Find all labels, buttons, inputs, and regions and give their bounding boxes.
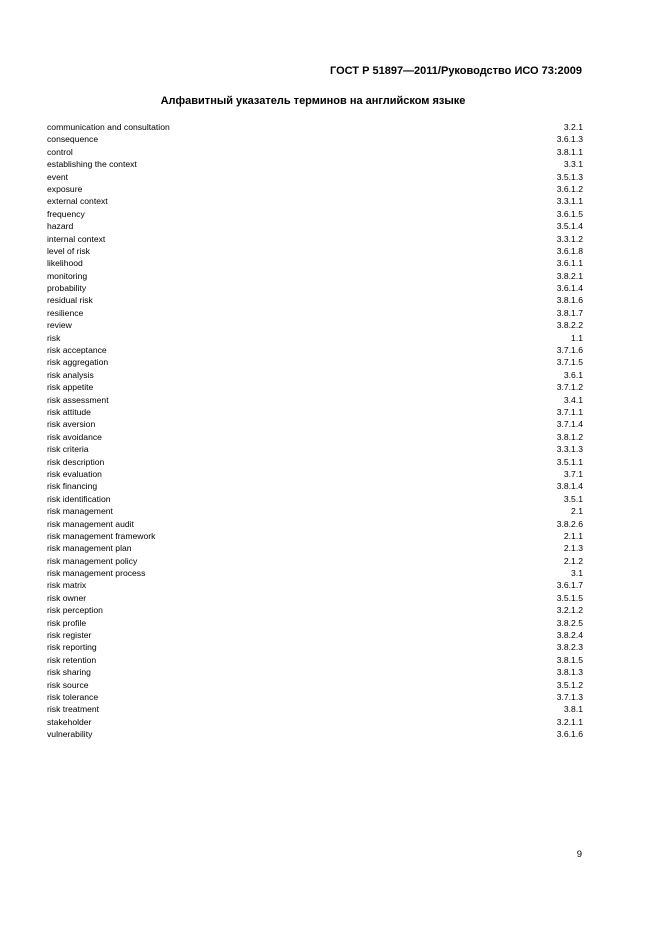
index-term: risk register (47, 630, 92, 641)
index-term: risk management plan (47, 543, 132, 554)
index-reference: 2.1 (571, 506, 583, 517)
index-reference: 3.6.1.1 (556, 258, 583, 269)
index-term: risk matrix (47, 580, 87, 591)
index-entry (47, 220, 583, 232)
index-term: risk retention (47, 654, 97, 665)
index-reference: 2.1.1 (563, 530, 583, 541)
index-term: control (47, 146, 73, 157)
index-reference: 3.8.1.6 (556, 295, 583, 306)
index-reference: 3.8.2.6 (556, 518, 583, 529)
index-entry (47, 171, 583, 183)
term-index-list (47, 121, 583, 741)
index-reference: 3.6.1.8 (556, 245, 583, 256)
index-reference: 3.7.1.6 (556, 345, 583, 356)
index-term: frequency (47, 208, 85, 219)
index-title: Алфавитный указатель терминов на английском языке (160, 95, 466, 107)
index-term: risk management framework (47, 530, 156, 541)
index-term: review (47, 320, 72, 331)
index-term: risk management policy (47, 555, 138, 566)
index-reference: 3.3.1 (563, 159, 583, 170)
index-reference: 3.6.1.7 (556, 580, 583, 591)
index-term: risk identification (47, 493, 111, 504)
index-entry (47, 629, 583, 641)
index-term: risk management (47, 506, 113, 517)
index-reference: 3.5.1 (563, 493, 583, 504)
index-term: risk (47, 332, 61, 343)
index-entry (47, 282, 583, 294)
index-entry (47, 245, 583, 257)
index-reference: 3.8.2.4 (556, 630, 583, 641)
index-reference: 3.5.1.1 (556, 456, 583, 467)
index-term: risk acceptance (47, 345, 107, 356)
index-entry (47, 468, 583, 480)
index-term: risk financing (47, 481, 98, 492)
index-reference: 3.6.1.2 (556, 183, 583, 194)
index-entry (47, 579, 583, 591)
index-reference: 3.6.1.6 (556, 729, 583, 740)
index-entry (47, 567, 583, 579)
index-reference: 3.3.1.2 (556, 233, 583, 244)
index-term: external context (47, 196, 108, 207)
index-term: risk aversion (47, 419, 96, 430)
index-entry (47, 666, 583, 678)
index-term: resilience (47, 307, 84, 318)
index-reference: 3.8.1.3 (556, 667, 583, 678)
index-entry (47, 493, 583, 505)
index-entry (47, 530, 583, 542)
index-entry (47, 257, 583, 269)
index-entry (47, 332, 583, 344)
index-entry (47, 518, 583, 530)
index-entry (47, 369, 583, 381)
index-entry (47, 294, 583, 306)
index-entry (47, 728, 583, 740)
index-term: residual risk (47, 295, 93, 306)
index-term: vulnerability (47, 729, 93, 740)
index-reference: 3.8.1.4 (556, 481, 583, 492)
index-term: likelihood (47, 258, 83, 269)
index-reference: 2.1.3 (563, 543, 583, 554)
index-entry (47, 542, 583, 554)
index-term: risk management process (47, 568, 146, 579)
index-entry (47, 146, 583, 158)
index-term: establishing the context (47, 159, 137, 170)
index-reference: 3.7.1.2 (556, 382, 583, 393)
page-number: 9 (576, 849, 582, 860)
index-entry (47, 121, 583, 133)
index-term: event (47, 171, 69, 182)
index-term: consequence (47, 134, 99, 145)
index-reference: 3.2.1.1 (556, 716, 583, 727)
index-term: risk analysis (47, 369, 94, 380)
index-entry (47, 381, 583, 393)
index-reference: 3.8.1.1 (556, 146, 583, 157)
index-reference: 3.7.1 (563, 468, 583, 479)
index-term: stakeholder (47, 716, 92, 727)
index-entry (47, 480, 583, 492)
index-reference: 3.6.1.4 (556, 283, 583, 294)
index-term: risk assessment (47, 394, 109, 405)
index-entry (47, 307, 583, 319)
index-reference: 3.6.1.5 (556, 208, 583, 219)
index-entry (47, 716, 583, 728)
index-entry (47, 592, 583, 604)
index-reference: 2.1.2 (563, 555, 583, 566)
index-entry (47, 158, 583, 170)
index-reference: 3.5.1.4 (556, 221, 583, 232)
index-term: risk criteria (47, 444, 89, 455)
index-entry (47, 418, 583, 430)
index-term: risk perception (47, 605, 103, 616)
index-reference: 3.1 (571, 568, 583, 579)
index-term: monitoring (47, 270, 88, 281)
index-reference: 3.8.1 (563, 704, 583, 715)
index-reference: 3.4.1 (563, 394, 583, 405)
index-entry (47, 703, 583, 715)
index-term: risk appetite (47, 382, 94, 393)
index-reference: 3.8.1.7 (556, 307, 583, 318)
index-reference: 3.8.1.2 (556, 431, 583, 442)
index-term: risk profile (47, 617, 87, 628)
index-reference: 3.3.1.1 (556, 196, 583, 207)
index-entry (47, 319, 583, 331)
index-entry (47, 604, 583, 616)
index-term: risk source (47, 679, 89, 690)
index-reference: 3.8.1.5 (556, 654, 583, 665)
index-term: risk sharing (47, 667, 91, 678)
index-entry (47, 641, 583, 653)
index-term: risk avoidance (47, 431, 102, 442)
index-term: hazard (47, 221, 74, 232)
index-term: risk treatment (47, 704, 100, 715)
index-term: risk description (47, 456, 105, 467)
index-entry (47, 456, 583, 468)
index-reference: 3.2.1 (563, 122, 583, 132)
index-entry (47, 233, 583, 245)
index-reference: 3.6.1 (563, 369, 583, 380)
index-term: exposure (47, 183, 83, 194)
index-entry (47, 505, 583, 517)
index-term: risk evaluation (47, 468, 102, 479)
index-reference: 1.1 (571, 332, 583, 343)
index-reference: 3.6.1.3 (556, 134, 583, 145)
index-reference: 3.5.1.5 (556, 592, 583, 603)
index-entry (47, 654, 583, 666)
index-term: risk aggregation (47, 357, 109, 368)
index-entry (47, 394, 583, 406)
index-reference: 3.8.2.5 (556, 617, 583, 628)
index-reference: 3.5.1.3 (556, 171, 583, 182)
index-entry (47, 431, 583, 443)
index-reference: 3.8.2.2 (556, 320, 583, 331)
document-header: ГОСТ Р 51897—2011/Руководство ИСО 73:2009 (329, 65, 582, 77)
index-term: risk owner (47, 592, 87, 603)
index-entry (47, 443, 583, 455)
index-entry (47, 344, 583, 356)
index-entry (47, 691, 583, 703)
index-reference: 3.7.1.3 (556, 691, 583, 702)
index-term: level of risk (47, 245, 90, 256)
index-reference: 3.8.2.1 (556, 270, 583, 281)
index-entry (47, 183, 583, 195)
index-entry (47, 406, 583, 418)
index-entry (47, 555, 583, 567)
index-reference: 3.2.1.2 (556, 605, 583, 616)
index-term: probability (47, 283, 87, 294)
index-entry (47, 133, 583, 145)
index-term: internal context (47, 233, 106, 244)
index-term: risk reporting (47, 642, 97, 653)
index-entry (47, 270, 583, 282)
index-entry (47, 617, 583, 629)
index-term: communication and consultation (47, 122, 170, 132)
index-term: risk attitude (47, 406, 91, 417)
index-reference: 3.7.1.1 (556, 406, 583, 417)
index-reference: 3.8.2.3 (556, 642, 583, 653)
index-reference: 3.7.1.4 (556, 419, 583, 430)
index-term: risk management audit (47, 518, 134, 529)
index-reference: 3.3.1.3 (556, 444, 583, 455)
index-entry (47, 356, 583, 368)
index-reference: 3.5.1.2 (556, 679, 583, 690)
index-entry (47, 208, 583, 220)
index-entry (47, 195, 583, 207)
index-term: risk tolerance (47, 691, 99, 702)
index-reference: 3.7.1.5 (556, 357, 583, 368)
index-entry (47, 679, 583, 691)
